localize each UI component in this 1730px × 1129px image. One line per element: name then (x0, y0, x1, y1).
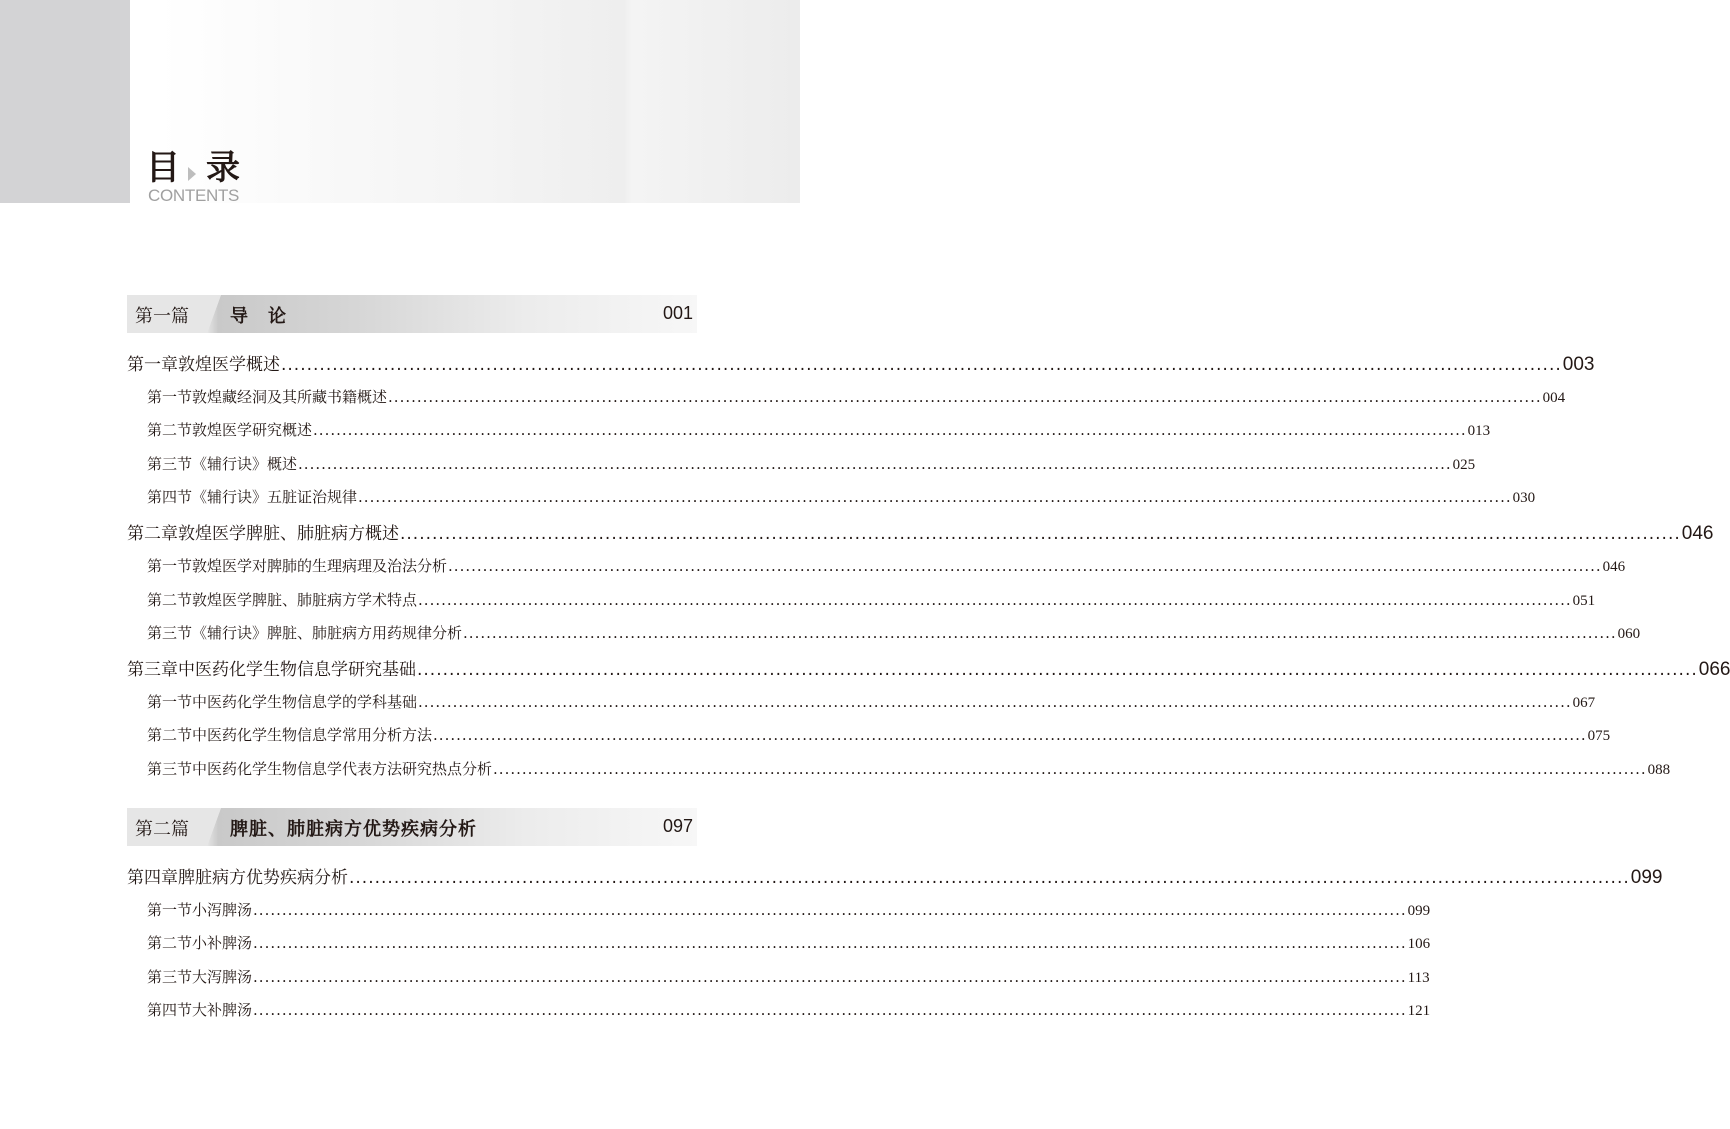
chapter-number: 第四章 (127, 868, 178, 888)
part-title: 导 论 (230, 306, 287, 327)
section-page-number: 075 (1587, 728, 1611, 745)
dot-leader: ........................................................................................................................................................................................................ (493, 759, 1647, 778)
section-number: 第一节 (147, 388, 193, 406)
chapter-title: 脾脏病方优势疾病分析 (178, 868, 348, 888)
dot-leader: ........................................................................................................................................................................................................ (313, 421, 1467, 440)
chapter-title: 中医药化学生物信息学研究基础 (178, 660, 416, 681)
section-title: 大泻脾汤 (192, 967, 253, 986)
section-entry[interactable] (147, 386, 1566, 407)
section-number: 第三节 (147, 759, 193, 778)
chapter-title: 敦煌医学脾脏、肺脏病方概述 (178, 524, 399, 545)
dot-leader: ........................................................................................................................................................................................................ (349, 868, 1630, 888)
section-entry[interactable] (147, 453, 1476, 474)
page-header (0, 0, 800, 203)
chapter-page-number: 046 (1681, 523, 1714, 545)
dot-leader: ........................................................................................................................................................................................................ (253, 967, 1407, 986)
part-divider (205, 808, 223, 846)
chapter-title: 敦煌医学概述 (178, 355, 280, 375)
section-entry[interactable] (147, 691, 1596, 712)
section-entry[interactable] (147, 724, 1611, 745)
section-entry[interactable] (147, 932, 1431, 953)
section-title: 小补脾汤 (192, 934, 253, 953)
section-title: 中医药化学生物信息学代表方法研究热点分析 (192, 759, 493, 778)
chapter-entry[interactable] (127, 350, 1595, 376)
section-number: 第三节 (147, 967, 193, 986)
section-title: 敦煌医学脾脏、肺脏病方学术特点 (192, 590, 418, 609)
part-label: 第二篇 (135, 819, 189, 840)
page-subtitle: CONTENTS (148, 186, 240, 205)
dot-leader: ........................................................................................................................................................................................................ (463, 623, 1617, 642)
section-title: 敦煌医学对脾肺的生理病理及治法分析 (192, 557, 448, 576)
dot-leader: ........................................................................................................................................................................................................ (417, 660, 1698, 681)
section-entry[interactable] (147, 419, 1491, 440)
chapter-page-number: 003 (1562, 354, 1595, 375)
dot-leader: ........................................................................................................................................................................................................ (418, 693, 1572, 712)
section-entry[interactable] (147, 758, 1671, 779)
section-entry[interactable] (147, 966, 1430, 987)
chapter-entry[interactable] (127, 863, 1663, 889)
dot-leader: ........................................................................................................................................................................................................ (253, 1000, 1407, 1019)
section-number: 第三节 (147, 454, 193, 473)
dot-leader: ........................................................................................................................................................................................................ (298, 454, 1452, 473)
part-page-number: 001 (662, 303, 693, 323)
section-entry[interactable] (147, 486, 1536, 507)
section-page-number: 121 (1407, 1002, 1431, 1019)
dot-leader: ........................................................................................................................................................................................................ (388, 388, 1542, 406)
chapter-page-number: 099 (1630, 867, 1663, 888)
dot-leader: ........................................................................................................................................................................................................ (400, 524, 1681, 545)
section-page-number: 106 (1407, 936, 1431, 953)
section-number: 第四节 (147, 487, 193, 506)
chapter-number: 第一章 (127, 355, 178, 375)
dot-leader: ........................................................................................................................................................................................................ (358, 487, 1512, 506)
section-number: 第二节 (147, 726, 193, 745)
section-number: 第二节 (147, 421, 193, 440)
section-title: 中医药化学生物信息学常用分析方法 (192, 726, 433, 745)
part-title: 脾脏、肺脏病方优势疾病分析 (230, 819, 477, 840)
section-entry[interactable] (147, 999, 1431, 1020)
section-page-number: 067 (1572, 695, 1596, 712)
dot-leader: ........................................................................................................................................................................................................ (253, 934, 1407, 953)
section-page-number: 113 (1407, 969, 1430, 986)
section-number: 第一节 (147, 901, 193, 919)
section-number: 第四节 (147, 1000, 193, 1019)
section-page-number: 013 (1467, 423, 1491, 440)
page-title (146, 140, 240, 189)
section-title: 《辅行诀》脾脏、肺脏病方用药规律分析 (192, 623, 463, 642)
section-title: 《辅行诀》概述 (192, 454, 298, 473)
section-page-number: 025 (1452, 456, 1476, 473)
part-label: 第一篇 (135, 306, 189, 327)
section-number: 第一节 (147, 557, 193, 576)
section-page-number: 099 (1407, 903, 1431, 919)
section-title: 中医药化学生物信息学的学科基础 (192, 693, 418, 712)
section-entry[interactable] (147, 622, 1641, 643)
chapter-number: 第二章 (127, 524, 178, 545)
section-entry[interactable] (147, 589, 1596, 610)
part-page-number: 097 (662, 816, 693, 836)
section-entry[interactable] (147, 555, 1626, 576)
section-page-number: 088 (1647, 761, 1671, 778)
section-number: 第一节 (147, 693, 193, 712)
section-page-number: 004 (1542, 390, 1566, 406)
dot-leader: ........................................................................................................................................................................................................ (253, 901, 1407, 919)
section-number: 第二节 (147, 590, 193, 609)
dot-leader: ........................................................................................................................................................................................................ (281, 355, 1562, 375)
header-gray-strip (0, 0, 130, 203)
section-title: 大补脾汤 (192, 1000, 253, 1019)
section-entry[interactable] (147, 899, 1431, 920)
section-title: 小泻脾汤 (192, 901, 253, 919)
dot-leader: ........................................................................................................................................................................................................ (418, 590, 1572, 609)
chapter-entry[interactable] (127, 655, 1730, 681)
section-page-number: 051 (1572, 592, 1596, 609)
section-page-number: 046 (1602, 559, 1626, 576)
title-char-right: 录 (206, 148, 240, 188)
part-banner[interactable] (127, 295, 697, 333)
chapter-number: 第三章 (127, 660, 178, 681)
part-banner[interactable] (127, 808, 697, 846)
section-number: 第三节 (147, 623, 193, 642)
triangle-arrow-icon (188, 167, 196, 181)
section-page-number: 030 (1512, 489, 1536, 506)
part-divider (205, 295, 223, 333)
section-page-number: 060 (1617, 625, 1641, 642)
section-title: 敦煌医学研究概述 (192, 421, 313, 440)
chapter-page-number: 066 (1698, 659, 1730, 681)
section-title: 《辅行诀》五脏证治规律 (192, 487, 358, 506)
section-title: 敦煌藏经洞及其所藏书籍概述 (192, 388, 388, 406)
title-char-left: 目 (146, 148, 180, 188)
dot-leader: ........................................................................................................................................................................................................ (448, 557, 1602, 576)
dot-leader: ........................................................................................................................................................................................................ (433, 726, 1587, 745)
section-number: 第二节 (147, 934, 193, 953)
chapter-entry[interactable] (127, 519, 1714, 545)
